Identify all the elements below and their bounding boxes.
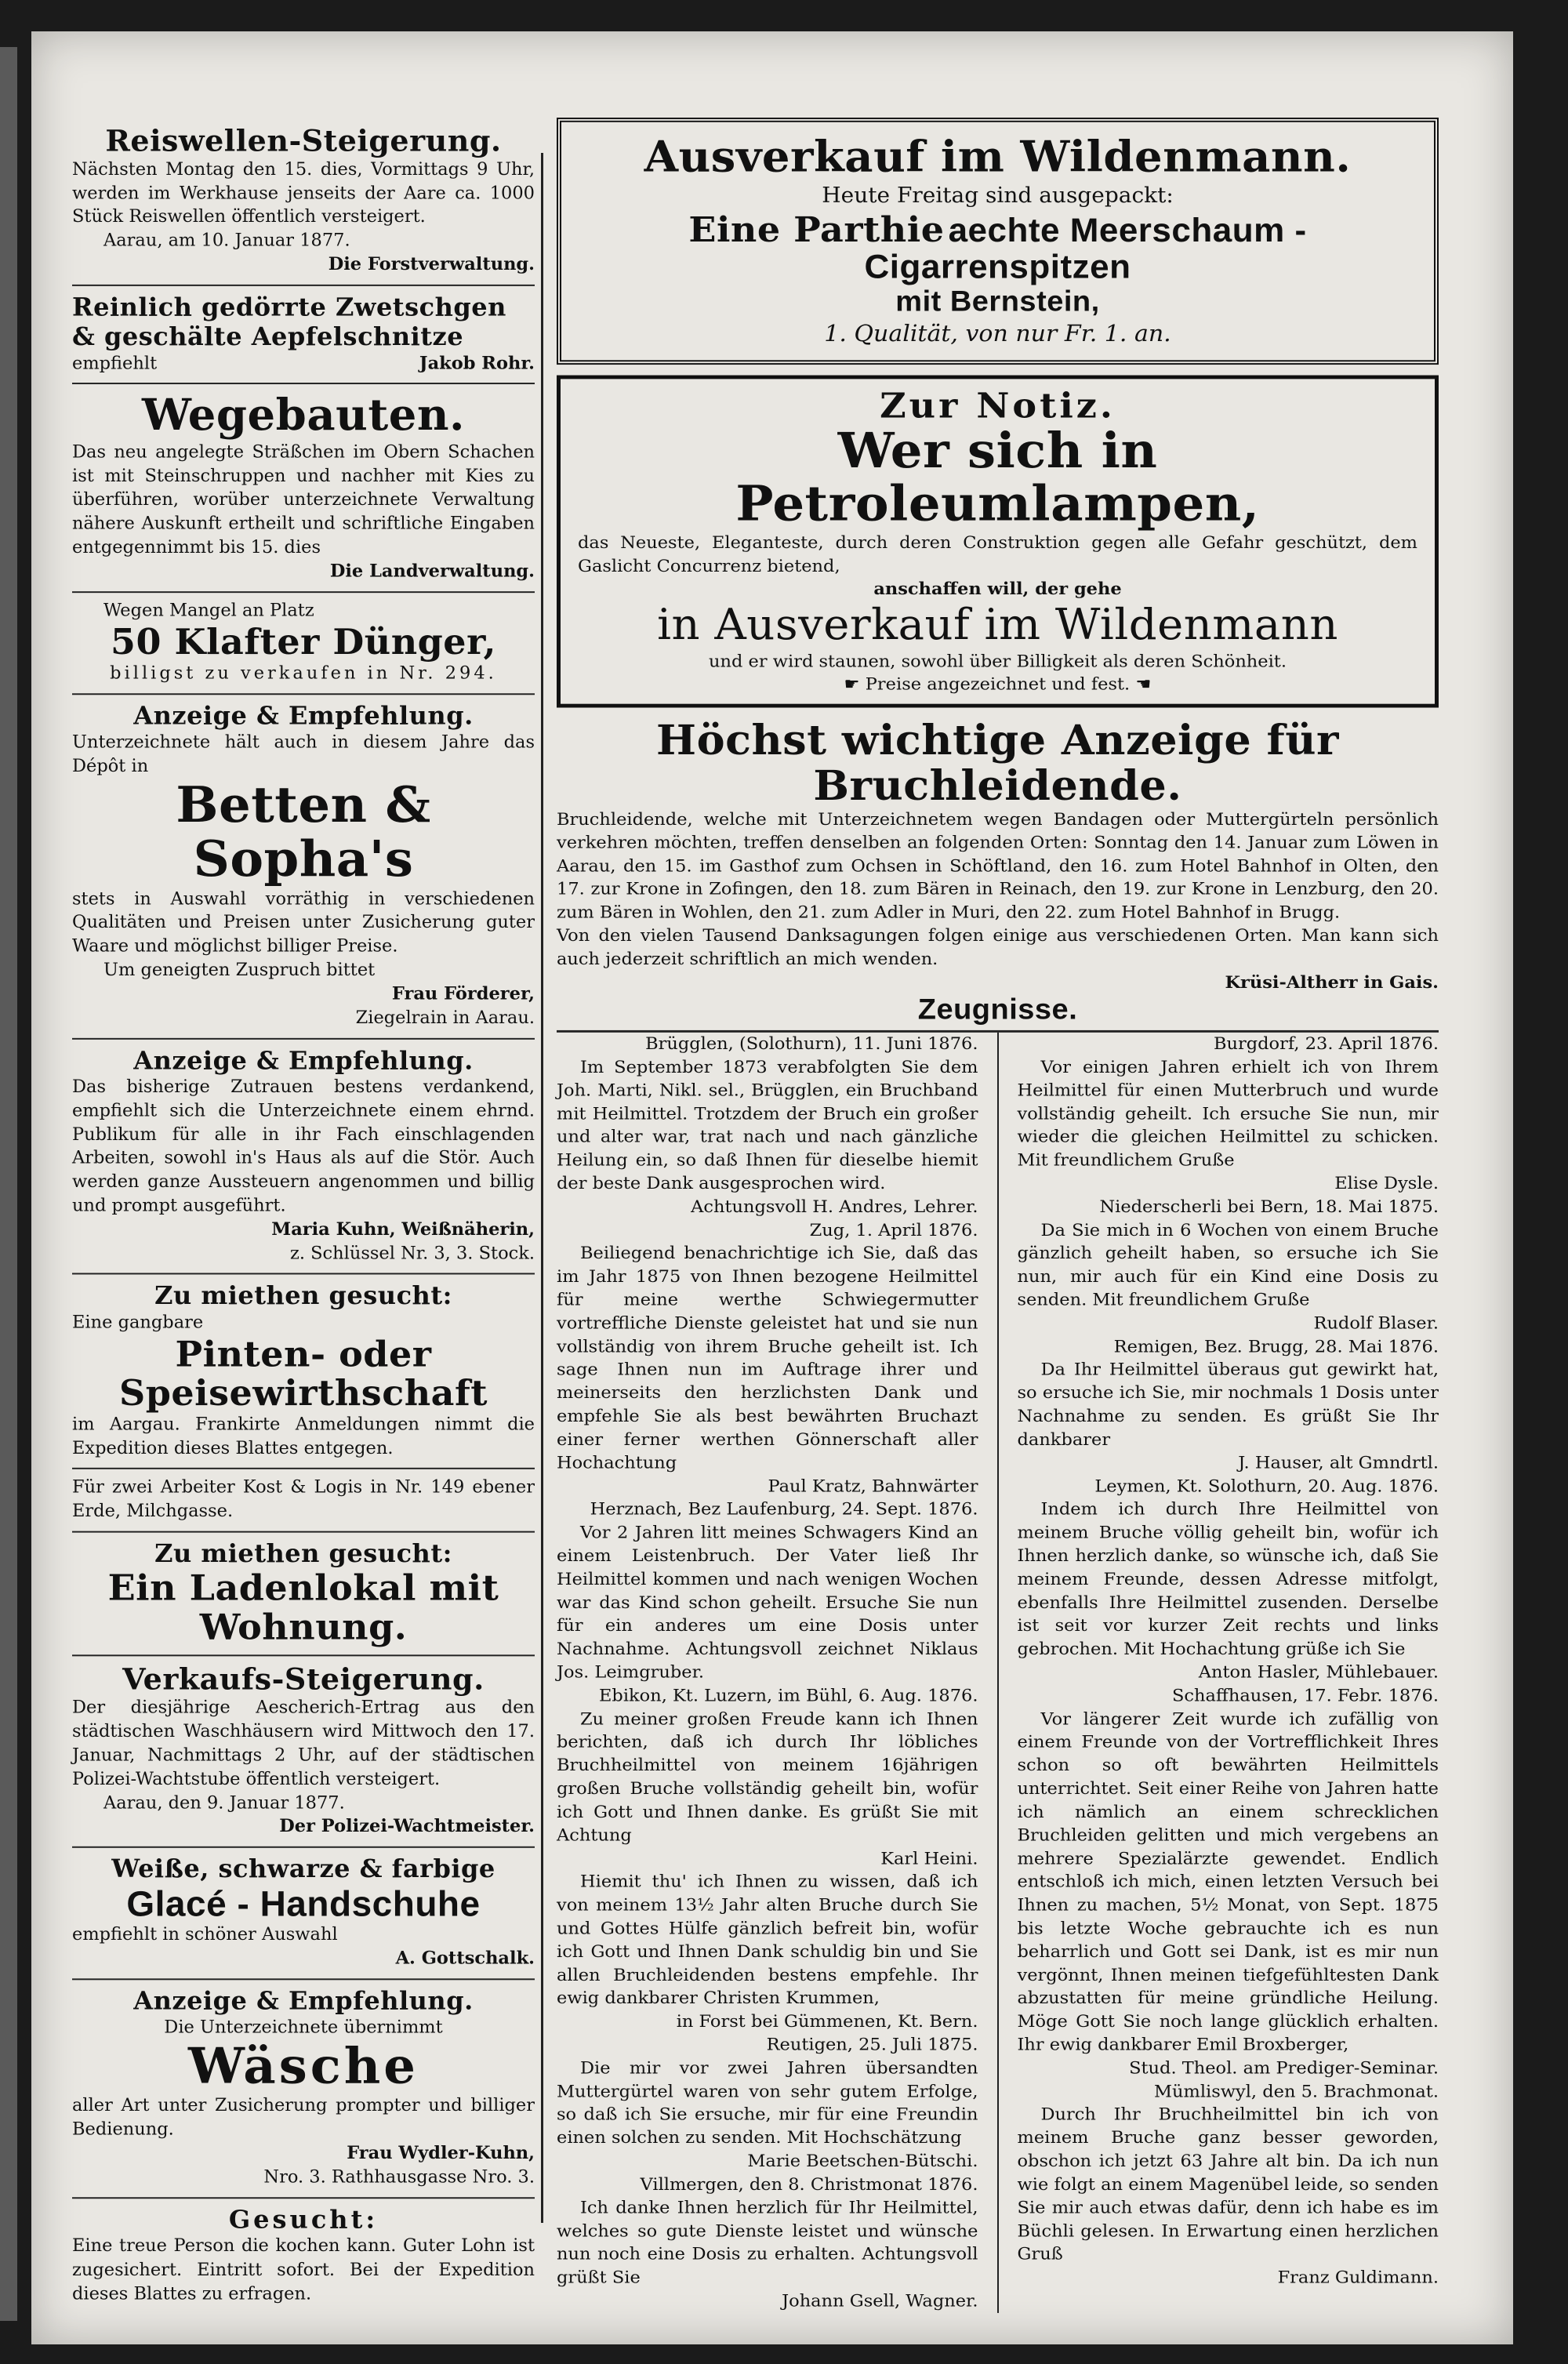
ad-text: Das neu angelegte Sträßchen im Obern Schachen ist mit Steinschruppen und nachher mit Kies zu überführen, worüber unterzeichnete Verwaltung nähere Auskunft ertheilt und schriftliche Eingaben entgegennimmt bis 15. dies (72, 441, 535, 557)
testimonial-text: Da Ihr Heilmittel überaus gut gewirkt hat, so ersuche ich Sie, mir nochmals 1 Dosis unter Nachnahme zu senden. Es grüßt Sie Ihr dankbarer (1017, 1360, 1439, 1450)
testimonial-signature: Elise Dysle. (1334, 1173, 1439, 1194)
ad-text: Eine treue Person die kochen kann. Guter Lohn ist zugesichert. Eintritt sofort. Bei der Expedition dieses Blattes zu erfragen. (72, 2235, 535, 2304)
pointing-hand-left-icon: ☚ (1135, 674, 1152, 695)
ad-address: Ziegelrain in Aarau. (355, 1008, 535, 1028)
ad-text-2: und er wird staunen, sowohl über Billigkeit als deren Schönheit. (708, 651, 1287, 671)
ad-signature: Der Polizei-Wachtmeister. (279, 1816, 535, 1837)
testimonial-place: Villmergen, den 8. Christmonat 1876. (640, 2174, 978, 2195)
testimonial-signature: J. Hauser, alt Gmndrtl. (1238, 1453, 1439, 1473)
ad-intro: Unterzeichnete hält auch in diesem Jahre das Dépôt in (72, 732, 535, 776)
ad-text: Der diesjährige Aescherich-Ertrag aus den städtischen Waschhäusern wird Mittwoch den 17. Januar, Nachmittags 2 Uhr, auf der städtischen Polizei-Wachtstube öffentlich versteigert. (72, 1697, 535, 1789)
ad-handschuhe (72, 1848, 535, 1980)
testimonial-place: Remigen, Bez. Brugg, 28. Mai 1876. (1113, 1336, 1439, 1356)
testimonial-signature: Achtungsvoll H. Andres, Lehrer. (691, 1197, 978, 1217)
ad-text-2: Von den vielen Tausend Danksagungen folgen einige aus verschiedenen Orten. Man kann sich auch jederzeit schriftlich an mich wenden. (557, 925, 1439, 969)
ad-signature: Die Forstverwaltung. (328, 254, 535, 275)
testimonial-signature: Stud. Theol. am Prediger-Seminar. (1129, 2058, 1439, 2079)
ad-weissnaeherin (72, 1039, 535, 1275)
testimonial-signature: Paul Kratz, Bahnwärter (768, 1476, 978, 1496)
ad-title: Höchst wichtige Anzeige für Bruchleidende. (656, 716, 1339, 810)
testimonial-place: Burgdorf, 23. April 1876. (1213, 1033, 1439, 1054)
zeugnisse-column-b (1018, 1033, 1439, 2313)
ad-betten (72, 695, 535, 1039)
ad-title: 50 Klafter Dünger, (111, 621, 496, 663)
ad-address: z. Schlüssel Nr. 3, 3. Stock. (289, 1243, 535, 1264)
testimonial-text: Die mir vor zwei Jahren übersandten Muttergürtel waren von sehr gutem Erfolge, so daß ich Sie ersuche, mir für eine Freundin einen solchen zu senden. Mit Hochschätzung (557, 2058, 978, 2148)
ad-title: Zu miethen gesucht: (154, 1538, 452, 1569)
testimonial-signature: Rudolf Blaser. (1313, 1313, 1439, 1334)
ad-signature: Frau Förderer, (391, 983, 535, 1004)
ad-prices (578, 673, 1417, 696)
ad-subtitle: Heute Freitag sind ausgepackt: (822, 183, 1174, 209)
ad-headline-row (579, 210, 1417, 285)
testimonial-signature: Marie Beetschen-Bütschi. (747, 2151, 978, 2171)
ad-intro: Die Unterzeichnete übernimmt (164, 2017, 443, 2038)
ad-wegebauten (72, 384, 535, 592)
ad-title-2: & geschälte Aepfelschnitze (72, 321, 464, 351)
testimonial-signature: Karl Heini. (880, 1848, 978, 1868)
zeugnisse-columns (557, 1033, 1439, 2313)
testimonial (557, 1871, 978, 2034)
ad-kost-logis (72, 1469, 535, 1532)
ad-petroleumlampen (557, 376, 1439, 708)
ad-text: das Neueste, Eleganteste, durch deren Construktion gegen alle Gefahr geschützt, dem Gaslicht Concurrenz bietend, (578, 532, 1417, 576)
ad-greeting: Um geneigten Zuspruch bittet (103, 960, 376, 980)
ad-intro: Wegen Mangel an Platz (103, 600, 314, 621)
ad-headline: Pinten- oder Speisewirthschaft (119, 1332, 488, 1414)
testimonial (557, 1218, 978, 1498)
ad-text: Nächsten Montag den 15. dies, Vormittags 9 Uhr, werden im Werkhause jenseits der Aare ca. 1000 Stück Reiswellen öffentlich versteigert. (72, 158, 535, 227)
ad-title: Weiße, schwarze & farbige (111, 1854, 495, 1884)
ad-reiswellen (72, 118, 535, 286)
testimonial-text: Da Sie mich in 6 Wochen von einem Bruche gänzlich geheilt haben, so ersuche ich Sie nun, mir auch für ein Kind eine Dosis zu senden. Mit freundlichem Gruße (1017, 1220, 1439, 1310)
ad-text: stets in Auswahl vorräthig in verschiedenen Qualitäten und Preisen unter Zusicherung guter Waare und möglichst billiger Preise. (72, 888, 535, 957)
testimonial (557, 2173, 978, 2313)
ad-signature: Jakob Rohr. (419, 353, 535, 373)
ad-title: Reinlich gedörrte Zwetschgen (72, 292, 506, 321)
testimonial-place: Niederscherli bei Bern, 18. Mai 1875. (1099, 1197, 1439, 1217)
testimonial-text: Beiliegend benachrichtige ich Sie, daß das im Jahr 1875 von Ihnen bezogene Heilmittel für meine werthe Schwiegermutter vortreffliche Dienste geleistet hat und sie nun vollständig von ihrem Bruche geheilt ist. Ich sage Ihnen nun im Auftrage ihrer und meinerseits den herzlichsten Dank und empfehle Sie als best bewährten Bruchazt einer ferner werthen Gönnerschaft aller Hochachtung (557, 1244, 978, 1473)
ad-zwetschgen (72, 286, 535, 385)
zeugnisse-divider (997, 1033, 999, 2313)
ad-headline: Betten & Sopha's (176, 775, 431, 888)
ad-title: Anzeige & Empfehlung. (133, 700, 474, 731)
ad-headline: Wer sich in Petroleumlampen, (735, 423, 1260, 533)
testimonial-text: Im September 1873 verabfolgten Sie dem Joh. Marti, Nikl. sel., Brügglen, ein Bruchband mit Heilmittel. Trotzdem der Bruch ein großer und alter war, trat nach und nach gänzliche Heilung ein, so daß Ihnen für dieselbe hiemit der beste Dank ausgesprochen wird. (557, 1057, 978, 1194)
ad-title: Zu miethen gesucht: (154, 1280, 452, 1311)
ad-text: Das bisherige Zutrauen bestens verdankend, empfiehlt sich die Unterzeichnete einem ehrnd. Publikum für alle in ihr Fach einschlagenden Arbeiten, sowohl in's Haus als auf die Stör. Auch werden ganze Aussteuern angenommen und billig und prompt ausgeführt. (72, 1077, 535, 1216)
testimonial-text: Ich danke Ihnen herzlich für Ihr Heilmittel, welches so gute Dienste leistet und wünsche nun noch eine Dosis zu erhalten. Achtungsvoll grüßt Sie (557, 2198, 978, 2288)
ad-verkaufs-steigerung (72, 1656, 535, 1848)
ad-signature: Frau Wydler-Kuhn, (347, 2143, 535, 2163)
ad-wildenmann-cigarren (557, 118, 1439, 365)
ad-address: Nro. 3. Rathhausgasse Nro. 3. (263, 2166, 535, 2188)
ad-signature: A. Gottschalk. (395, 1948, 535, 1969)
ad-title: Reiswellen-Steigerung. (105, 122, 502, 158)
testimonial-text: Vor einigen Jahren erhielt ich von Ihrem Heilmittel für einen Mutterbruch und wurde vollständig geheilt. Ich ersuche Sie nun, mir wieder die gleichen Heilmittel zu schicken. Mit freundlichem Gruße (1017, 1057, 1439, 1171)
ad-signature: Die Landverwaltung. (329, 561, 535, 582)
ad-headline: Glacé - Handschuhe (126, 1883, 481, 1923)
testimonial (1018, 1196, 1439, 1335)
testimonial (1018, 1475, 1439, 1684)
ad-text: im Aargau. Frankirte Anmeldungen nimmt die Expedition dieses Blattes entgegen. (72, 1414, 535, 1458)
ad-title: Wegebauten. (141, 390, 466, 441)
ad-gesucht (72, 2199, 535, 2314)
testimonial-text: Indem ich durch Ihre Heilmittel von meinem Bruche völlig geheilt bin, wofür ich Ihnen herzlich danke, so wünsche ich, daß Sie meinem Freunde, dessen Adresse mitfolgt, ebenfalls Ihre Heilmittel zusenden. Derselbe ist seit vor kurzer Zeit rechts und links gebrochen. Mit Hochachtung grüße ich Sie (1017, 1499, 1439, 1659)
ad-text: empfiehlt in schöner Auswahl (72, 1924, 338, 1945)
pointing-hand-right-icon: ☛ (844, 674, 860, 695)
testimonial (1018, 2080, 1439, 2290)
zeugnisse-column-a (557, 1033, 978, 2313)
ad-mid: anschaffen will, der gehe (873, 579, 1122, 600)
ad-title: Zur Notiz. (880, 385, 1116, 427)
testimonial (557, 1498, 978, 1685)
ad-intro: Eine gangbare (72, 1312, 204, 1333)
testimonial-text: Durch Ihr Bruchheilmittel bin ich von meinem Bruche ganz besser geworden, obschon ich jetzt 63 Jahre alt bin. Da ich nun wie folgt an einem Magenübel leide, so senden Sie mir auch etwas dafür, denn ich habe es im Büchli gelesen. In Erwartung einen herzlichen Gruß (1017, 2104, 1439, 2264)
ad-date: Aarau, den 9. Januar 1877. (103, 1792, 345, 1813)
testimonial-place: Brügglen, (Solothurn), 11. Juni 1876. (645, 1033, 978, 1054)
ad-text: empfiehlt (72, 353, 158, 373)
zeugnisse-title: Zeugnisse. (557, 994, 1439, 1033)
testimonial-place: Schaffhausen, 17. Febr. 1876. (1172, 1686, 1439, 1706)
testimonial-signature: Anton Hasler, Mühlebauer. (1198, 1662, 1439, 1683)
ad-headline-2: in Ausverkauf im Wildenmann (657, 600, 1338, 650)
testimonial (1018, 1033, 1439, 1196)
ad-ladenlokal (72, 1533, 535, 1656)
left-column (72, 118, 535, 2314)
ad-title: Anzeige & Empfehlung. (133, 1985, 474, 2016)
ad-price: 1. Qualität, von nur Fr. 1. an. (824, 321, 1171, 348)
testimonial-text: Hiemit thu' ich Ihnen zu wissen, daß ich von meinem 13½ Jahr alten Bruche durch Sie und Gottes Hülfe gänzlich befreit bin, wofür ich Gott und Ihnen Dank schuldig bin und Sie allen Bruchleidenden bestens empfehle. Ihr ewig dankbarer Christen Krummen, (557, 1872, 978, 2009)
newspaper-page (31, 31, 1513, 2344)
ad-duenger (72, 593, 535, 695)
testimonial-place: Reutigen, 25. Juli 1875. (766, 2035, 978, 2055)
ad-line: mit Bernstein, (895, 285, 1100, 318)
ad-headline-b: aechte Meerschaum - Cigarrenspitzen (864, 212, 1307, 286)
ad-headline-a: Eine Parthie (688, 209, 945, 250)
column-divider (541, 153, 543, 2223)
right-column (557, 118, 1439, 2313)
testimonial-text: Vor 2 Jahren litt meines Schwagers Kind an einem Leistenbruch. Der Vater ließ Ihr Heilmittel kommen und nach wenigen Wochen war das Kind schon geheilt. Ersuche Sie nun für ein anderes um eine Dosis unter Nachnahme. Achtungsvoll zeichnet Niklaus Jos. Leimgruber. (557, 1523, 978, 1683)
previous-page-edge (0, 47, 17, 2321)
testimonial-text: Zu meiner großen Freude kann ich Ihnen berichten, daß ich durch Ihr löbliches Bruchheilmittel von meinem 16jährigen großen Bruche vollständig geheilt bin, wofür ich Gott und Ihnen danke. Es grüßt Sie mit Achtung (557, 1709, 978, 1846)
ad-text: aller Art unter Zusicherung prompter und billiger Bedienung. (72, 2095, 535, 2140)
testimonial-signature: Johann Gsell, Wagner. (782, 2290, 978, 2311)
testimonial-signature: in Forst bei Gümmenen, Kt. Bern. (676, 2011, 978, 2032)
ad-title: Verkaufs-Steigerung. (122, 1661, 485, 1697)
ad-signature: Maria Kuhn, Weißnäherin, (271, 1219, 535, 1240)
testimonial (1018, 1684, 1439, 2080)
ad-waesche (72, 1980, 535, 2199)
testimonial-place: Leymen, Kt. Solothurn, 20. Aug. 1876. (1094, 1476, 1439, 1496)
testimonial-place: Herznach, Bez Laufenburg, 24. Sept. 1876. (590, 1499, 978, 1520)
testimonial-place: Ebikon, Kt. Luzern, im Bühl, 6. Aug. 1876. (599, 1686, 978, 1706)
testimonial (557, 1684, 978, 1871)
ad-text: Für zwei Arbeiter Kost & Logis in Nr. 149 ebener Erde, Milchgasse. (72, 1477, 535, 1522)
ad-title: Ausverkauf im Wildenmann. (644, 132, 1352, 182)
testimonial-signature: Franz Guldimann. (1277, 2268, 1439, 2288)
ad-text: Bruchleidende, welche mit Unterzeichnetem wegen Bandagen oder Muttergürteln persönlich verkehren möchten, treffen denselben an folgenden Orten: Sonntag den 14. Januar zum Löwen in Aarau, den 15. im Gasthof zum Ochsen in Schöftland, den 16. zum Hotel Bahnhof in Olten, den 17. zur Krone in Zofingen, den 18. zum Bären in Reinach, den 19. zur Krone in Lenzburg, den 20. zum Bären in Wohlen, den 21. zum Adler in Muri, den 22. zum Hotel Bahnhof in Brugg. (557, 809, 1439, 923)
testimonial-text: Vor längerer Zeit wurde ich zufällig von einem Freunde von der Vortrefflichkeit Ihres schon so oft bewährten Heilmittels unterrichtet. Seit einer Reihe von Jahren hatte ich nämlich an einem schrecklichen Bruchleiden gelitten und mich vergebens an mehrere Spezialärzte gewendet. Endlich entschloß ich mich, einen letzten Versuch bei Ihnen zu machen, 5½ Monat, von Sept. 1875 bis letzte Woche gebrauchte ich es nun beharrlich und Gott sei Dank, ist es mir nun vergönnt, Ihnen meinen tiefgefühltesten Dank abzustatten für meine gründliche Heilung. Möge Gott Sie noch lange glücklich erhalten. Ihr ewig dankbarer Emil Broxberger, (1017, 1709, 1439, 2055)
ad-headline: Ein Ladenlokal mit Wohnung. (107, 1567, 499, 1648)
ad-prices-label: Preise angezeichnet und fest. (865, 674, 1131, 695)
testimonial-place: Mümliswyl, den 5. Brachmonat. (1153, 2081, 1439, 2101)
testimonial (1018, 1335, 1439, 1475)
testimonial (557, 2033, 978, 2173)
testimonial (557, 1033, 978, 1219)
ad-title: Gesucht: (228, 2204, 379, 2235)
ad-signature: Krüsi-Altherr in Gais. (1225, 972, 1439, 993)
testimonial-place: Zug, 1. April 1876. (809, 1220, 978, 1240)
ad-bruchleidende (557, 718, 1439, 2313)
ad-title: Anzeige & Empfehlung. (133, 1045, 474, 1075)
ad-text: billigst zu verkaufen in Nr. 294. (110, 663, 497, 684)
ad-date: Aarau, am 10. Januar 1877. (103, 231, 350, 251)
ad-headline: Wäsche (187, 2037, 419, 2096)
ad-pinten (72, 1275, 535, 1469)
